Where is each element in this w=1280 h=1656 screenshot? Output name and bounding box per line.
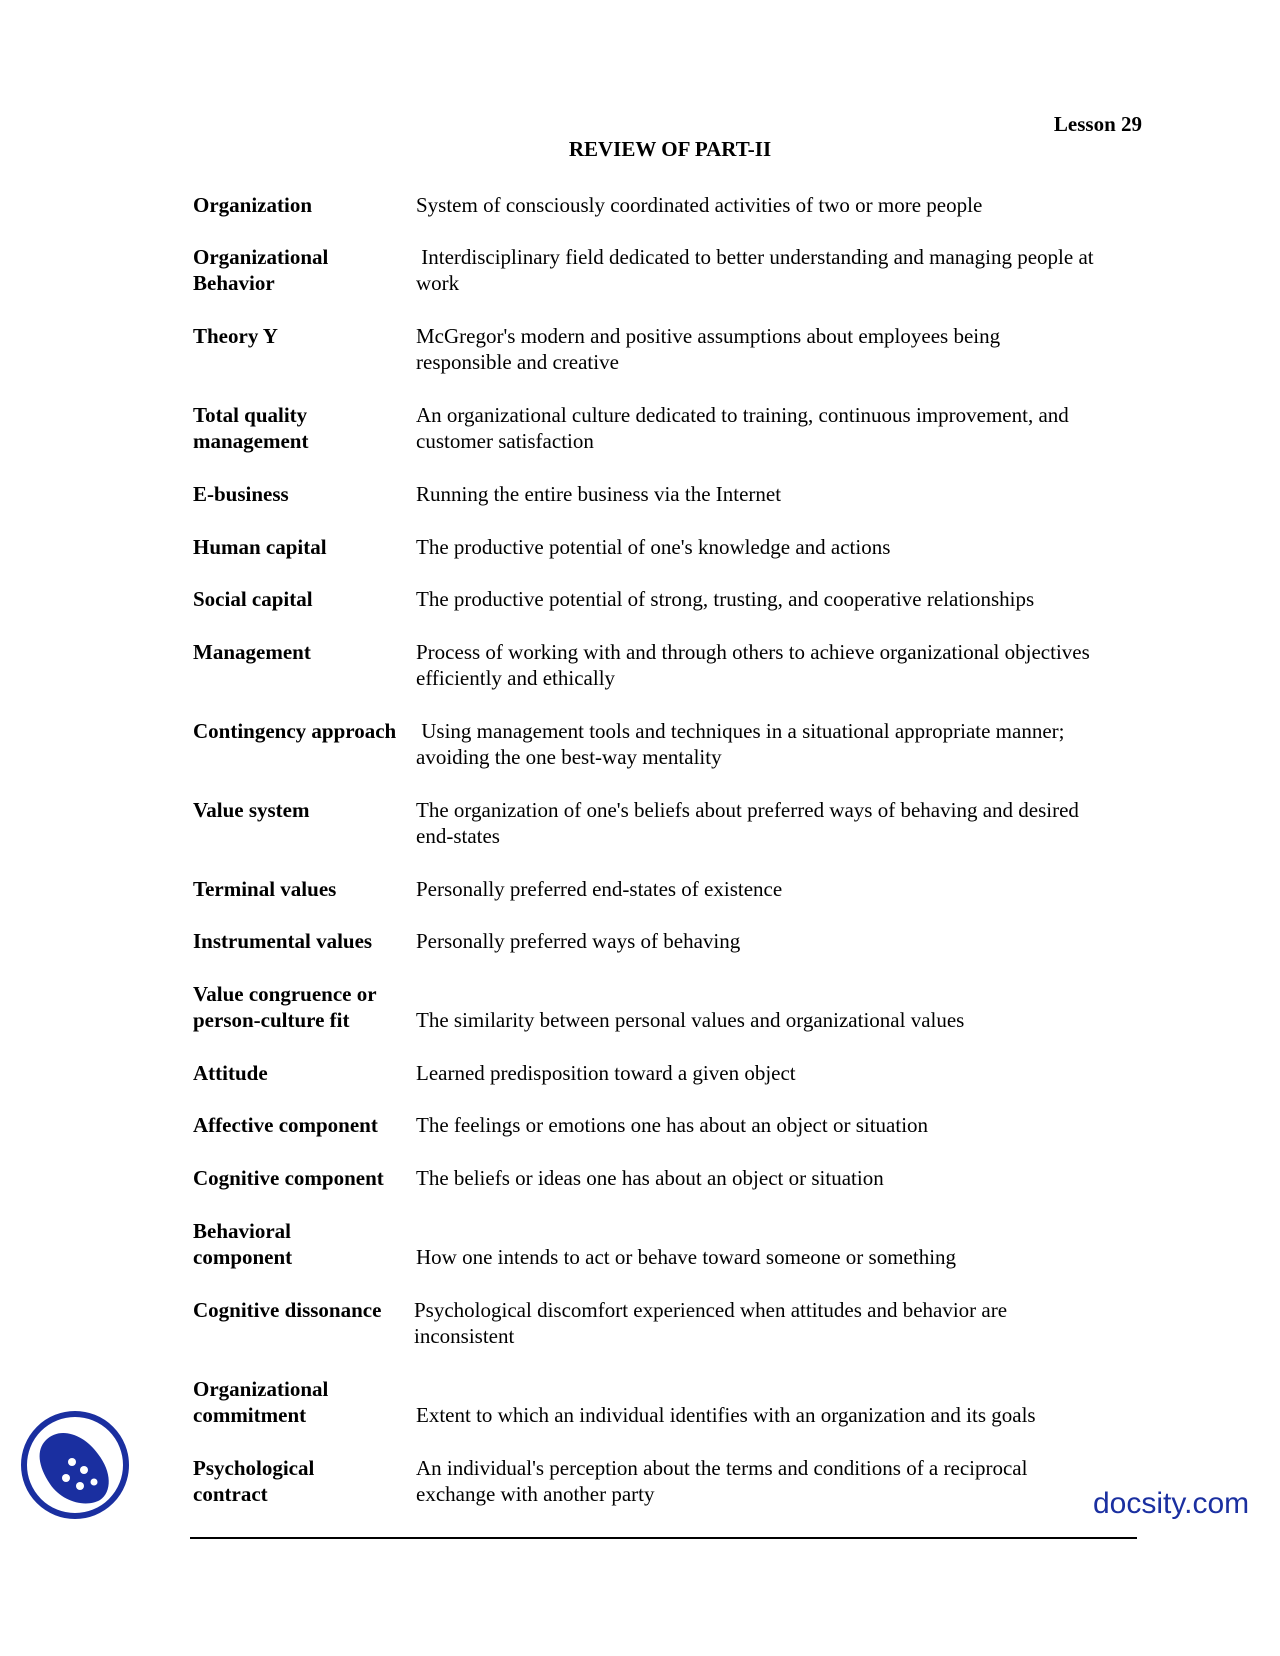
glossary-term: Human capital bbox=[193, 535, 327, 559]
glossary-term: E-business bbox=[193, 482, 289, 506]
page-title: REVIEW OF PART-II bbox=[568, 137, 772, 161]
glossary-term: Social capital bbox=[193, 587, 313, 611]
docsity-logo-icon bbox=[20, 1410, 130, 1520]
glossary-definition: Using management tools and techniques in a situational appropriate manner; avoiding the one best-way mentality bbox=[416, 719, 1070, 769]
glossary-term: Terminal values bbox=[193, 877, 337, 901]
glossary-definition: Running the entire business via the Internet bbox=[416, 482, 782, 506]
glossary-term: Attitude bbox=[193, 1061, 268, 1085]
glossary-definition: How one intends to act or behave toward someone or something bbox=[416, 1245, 957, 1269]
lesson-number: Lesson 29 bbox=[1053, 112, 1142, 136]
glossary-definition: Process of working with and through others to achieve organizational objectives efficiently and ethically bbox=[416, 640, 1090, 690]
glossary-definition: The feelings or emotions one has about an object or situation bbox=[416, 1113, 929, 1137]
glossary-definition: The similarity between personal values and organizational values bbox=[416, 1008, 965, 1032]
glossary-definition: An organizational culture dedicated to training, continuous improvement, and customer satisfaction bbox=[416, 403, 1069, 453]
glossary-term: Value system bbox=[193, 798, 310, 822]
glossary-term: Management bbox=[193, 640, 311, 664]
glossary-term: Organizational Behavior bbox=[193, 245, 329, 295]
glossary-term: Cognitive component bbox=[193, 1166, 384, 1190]
glossary-definition: McGregor's modern and positive assumptions about employees being responsible and creative bbox=[416, 324, 1001, 374]
glossary-term: Organization bbox=[193, 193, 312, 217]
glossary-definition: The productive potential of one's knowledge and actions bbox=[416, 535, 891, 559]
glossary-term: Psychological contract bbox=[193, 1456, 315, 1506]
glossary-term: Behavioral component bbox=[193, 1219, 293, 1269]
glossary-term: Organizational commitment bbox=[193, 1377, 329, 1427]
glossary-definition: The productive potential of strong, trusting, and cooperative relationships bbox=[416, 587, 1035, 611]
glossary-term: Contingency approach bbox=[193, 719, 397, 743]
glossary-definition: Learned predisposition toward a given object bbox=[416, 1061, 796, 1085]
glossary-definition: The beliefs or ideas one has about an object or situation bbox=[416, 1166, 884, 1190]
glossary-term: Cognitive dissonance bbox=[193, 1298, 382, 1322]
glossary-definition: Extent to which an individual identifies with an organization and its goals bbox=[416, 1403, 1036, 1427]
glossary-definition: An individual's perception about the terms and conditions of a reciprocal exchange with another party bbox=[416, 1456, 1028, 1506]
glossary-term: Affective component bbox=[193, 1113, 378, 1137]
docsity-brand-link[interactable]: docsity.com bbox=[1093, 1487, 1250, 1520]
footer-rule bbox=[190, 1537, 1137, 1539]
glossary-definition: The organization of one's beliefs about preferred ways of behaving and desired end-states bbox=[416, 798, 1079, 848]
glossary-definition: Interdisciplinary field dedicated to better understanding and managing people at work bbox=[416, 245, 1099, 295]
glossary-definition: Personally preferred ways of behaving bbox=[416, 929, 741, 953]
glossary-term: Theory Y bbox=[193, 324, 278, 348]
glossary-definition: Personally preferred end-states of existence bbox=[416, 877, 783, 901]
glossary-term: Instrumental values bbox=[193, 929, 373, 953]
glossary-term: Total quality management bbox=[193, 403, 309, 453]
glossary-definition: System of consciously coordinated activities of two or more people bbox=[416, 193, 983, 217]
glossary-term: Value congruence or person-culture fit bbox=[193, 982, 377, 1032]
glossary-definition: Psychological discomfort experienced when attitudes and behavior are inconsistent bbox=[414, 1298, 1008, 1348]
